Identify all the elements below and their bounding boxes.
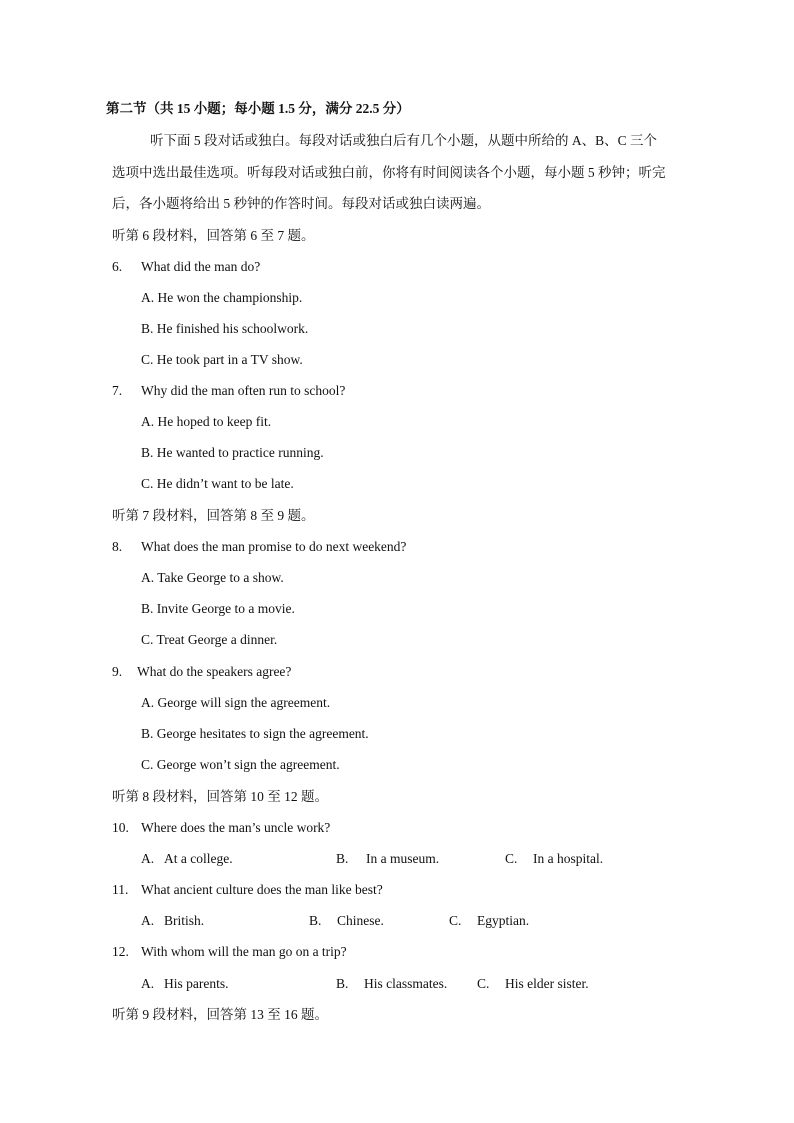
- option-text: His classmates.: [364, 976, 448, 991]
- option-text: In a museum.: [366, 851, 440, 866]
- answer-option: C. Treat George a dinner.: [141, 632, 278, 647]
- option-letter: C.: [449, 913, 462, 928]
- answer-option: B. George hesitates to sign the agreement.: [141, 726, 369, 741]
- question-text: What did the man do?: [141, 259, 261, 274]
- group-intro: 听第 6 段材料，回答第 6 至 7 题。: [112, 228, 315, 243]
- question-text: What do the speakers agree?: [137, 664, 292, 679]
- answer-option: B. He finished his schoolwork.: [141, 321, 309, 336]
- option-letter: A.: [141, 913, 155, 928]
- group-intro: 听第 8 段材料，回答第 10 至 12 题。: [112, 789, 328, 804]
- question-number: 6.: [112, 259, 123, 274]
- answer-option: C. George won’t sign the agreement.: [141, 757, 340, 772]
- question-number: 9.: [112, 664, 123, 679]
- question-number: 7.: [112, 383, 123, 398]
- option-text: Chinese.: [337, 913, 384, 928]
- answer-option: B. He wanted to practice running.: [141, 445, 324, 460]
- answer-option: A. He won the championship.: [141, 290, 303, 305]
- question-text: Where does the man’s uncle work?: [141, 820, 331, 835]
- question-text: With whom will the man go on a trip?: [141, 944, 347, 959]
- option-text: British.: [164, 913, 205, 928]
- question-text: What does the man promise to do next weekend?: [141, 539, 407, 554]
- instructions-line-1: 听下面 5 段对话或独白。每段对话或独白后有几个小题，从题中所给的 A、B、C 三个: [150, 133, 658, 148]
- answer-option: C. He took part in a TV show.: [141, 352, 303, 367]
- question-text: What ancient culture does the man like best?: [141, 882, 383, 897]
- answer-option: C. He didn’t want to be late.: [141, 476, 294, 491]
- instructions-line-2: 选项中选出最佳选项。听每段对话或独白前，你将有时间阅读各个小题，每小题 5 秒钟；听完: [112, 165, 666, 180]
- answer-option: A. Take George to a show.: [141, 570, 284, 585]
- option-text: Egyptian.: [477, 913, 530, 928]
- option-text: His elder sister.: [505, 976, 589, 991]
- option-letter: B.: [336, 976, 349, 991]
- option-letter: C.: [477, 976, 490, 991]
- option-letter: A.: [141, 851, 155, 866]
- option-text: At a college.: [164, 851, 233, 866]
- question-text: Why did the man often run to school?: [141, 383, 346, 398]
- question-number: 10.: [112, 820, 129, 835]
- answer-option: A. George will sign the agreement.: [141, 695, 331, 710]
- option-letter: C.: [505, 851, 518, 866]
- group-intro: 听第 9 段材料，回答第 13 至 16 题。: [112, 1007, 328, 1022]
- option-letter: A.: [141, 976, 155, 991]
- question-number: 11.: [112, 882, 129, 897]
- group-intro: 听第 7 段材料，回答第 8 至 9 题。: [112, 508, 315, 523]
- question-number: 8.: [112, 539, 123, 554]
- option-letter: B.: [336, 851, 349, 866]
- option-text: In a hospital.: [533, 851, 604, 866]
- answer-option: B. Invite George to a movie.: [141, 601, 295, 616]
- question-number: 12.: [112, 944, 129, 959]
- answer-option: A. He hoped to keep fit.: [141, 414, 272, 429]
- option-letter: B.: [309, 913, 322, 928]
- option-text: His parents.: [164, 976, 229, 991]
- section-heading: 第二节（共 15 小题；每小题 1.5 分，满分 22.5 分）: [106, 101, 410, 116]
- instructions-line-3: 后，各小题将给出 5 秒钟的作答时间。每段对话或独白读两遍。: [112, 196, 490, 211]
